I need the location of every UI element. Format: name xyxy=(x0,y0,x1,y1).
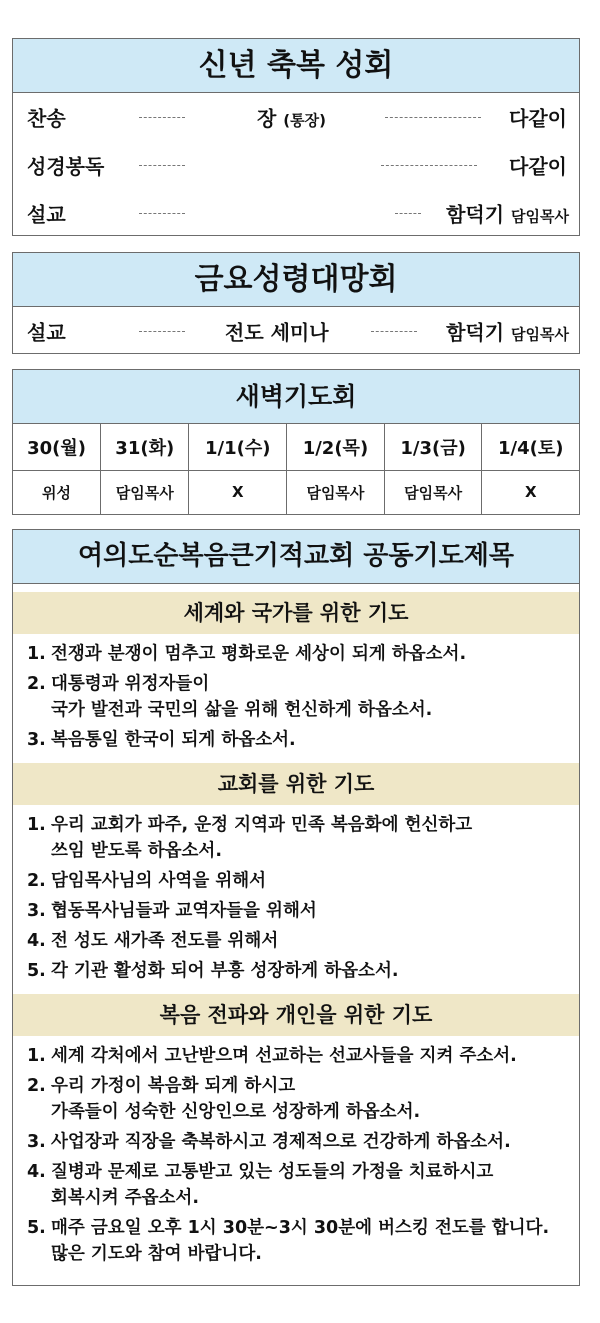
hymn-row xyxy=(13,93,579,141)
prayer-item-line: 대통령과 위정자들이 xyxy=(51,674,210,694)
prayer-item-line: 국가 발전과 국민의 삶을 위해 헌신하게 하옵소서. xyxy=(51,700,433,720)
prayer-title: 여의도순복음큰기적교회 공동기도제목 xyxy=(13,530,579,584)
prayer-item-number: 3. xyxy=(27,730,46,750)
prayer-sections xyxy=(13,584,579,1277)
dawn-day: 1/1(수) xyxy=(189,424,287,470)
prayer-item xyxy=(13,1073,579,1125)
prayer-item-number: 1. xyxy=(27,1046,46,1066)
friday-sermon-preacher xyxy=(446,317,569,346)
prayer-item-line: 복음통일 한국이 되게 하옵소서. xyxy=(51,730,296,750)
sermon-row xyxy=(13,189,579,237)
dawn-day: 1/3(금) xyxy=(384,424,482,470)
dawn-day: 31(화) xyxy=(101,424,189,470)
prayer-item-line: 많은 기도와 참여 바랍니다. xyxy=(51,1244,262,1264)
prayer-item-number: 2. xyxy=(27,1076,46,1096)
prayer-section-heading: 세계와 국가를 위한 기도 xyxy=(13,592,579,634)
prayer-item xyxy=(13,1129,579,1155)
hymn-right: 다같이 xyxy=(509,106,567,131)
dawn-days-row xyxy=(13,424,579,470)
dawn-leader: X xyxy=(189,470,287,514)
dawn-leader: 위성 xyxy=(13,470,101,514)
prayer-item-number: 5. xyxy=(27,961,46,981)
prayer-item xyxy=(13,641,579,667)
prayer-item xyxy=(13,1159,579,1211)
newyear-service-box xyxy=(12,38,580,236)
prayer-item-line: 질병과 문제로 고통받고 있는 성도들의 가정을 치료하시고 xyxy=(51,1162,494,1182)
prayer-item-line: 협동목사님들과 교역자들을 위해서 xyxy=(51,901,317,921)
dawn-day: 1/2(목) xyxy=(287,424,385,470)
prayer-item-line: 회복시켜 주옵소서. xyxy=(51,1188,199,1208)
prayer-item-line: 매주 금요일 오후 1시 30분~3시 30분에 버스킹 전도를 합니다. xyxy=(51,1218,550,1238)
prayer-item-line: 쓰임 받도록 하옵소서. xyxy=(51,841,222,861)
prayer-item-number: 4. xyxy=(27,931,46,951)
prayer-item xyxy=(13,868,579,894)
dawn-leader: 담임목사 xyxy=(287,470,385,514)
dawn-day: 1/4(토) xyxy=(482,424,579,470)
prayer-item-number: 4. xyxy=(27,1162,46,1182)
preacher-role: 담임목사 xyxy=(511,207,569,226)
prayer-item xyxy=(13,727,579,753)
prayer-item xyxy=(13,671,579,723)
prayer-item-line: 담임목사님의 사역을 위해서 xyxy=(51,871,267,891)
hymn-note: (통장) xyxy=(283,111,326,130)
prayer-topics-box xyxy=(12,529,580,1286)
prayer-list xyxy=(13,805,579,994)
prayer-item-number: 2. xyxy=(27,871,46,891)
friday-sermon-row xyxy=(13,307,579,355)
prayer-item-line: 전 성도 새가족 전도를 위해서 xyxy=(51,931,279,951)
dawn-leaders-row xyxy=(13,470,579,514)
friday-preacher-role: 담임목사 xyxy=(511,325,569,344)
prayer-item-line: 가족들이 성숙한 신앙인으로 성장하게 하옵소서. xyxy=(51,1102,421,1122)
dawn-title: 새벽기도회 xyxy=(13,370,579,424)
dawn-day: 30(월) xyxy=(13,424,101,470)
prayer-item-line: 우리 가정이 복음화 되게 하시고 xyxy=(51,1076,296,1096)
prayer-item xyxy=(13,812,579,864)
prayer-list xyxy=(13,1036,579,1277)
prayer-item xyxy=(13,898,579,924)
friday-sermon-label: 설교 xyxy=(27,320,66,345)
prayer-item-number: 3. xyxy=(27,901,46,921)
prayer-item-number: 2. xyxy=(27,674,46,694)
prayer-item xyxy=(13,928,579,954)
scripture-label: 성경봉독 xyxy=(27,154,105,179)
newyear-title: 신년 축복 성회 xyxy=(13,39,579,93)
prayer-item-line: 세계 각처에서 고난받으며 선교하는 선교사들을 지켜 주소서. xyxy=(51,1046,517,1066)
hymn-number-label: 장 xyxy=(257,106,277,131)
prayer-list xyxy=(13,634,579,763)
sermon-label: 설교 xyxy=(27,202,66,227)
prayer-item-number: 3. xyxy=(27,1132,46,1152)
prayer-section-heading: 복음 전파와 개인을 위한 기도 xyxy=(13,994,579,1036)
preacher-name: 함덕기 xyxy=(446,202,505,227)
friday-title: 금요성령대망회 xyxy=(13,253,579,307)
prayer-section-heading: 교회를 위한 기도 xyxy=(13,763,579,805)
prayer-item-line: 우리 교회가 파주, 운정 지역과 민족 복음화에 헌신하고 xyxy=(51,815,473,835)
prayer-item xyxy=(13,1043,579,1069)
prayer-item-line: 각 기관 활성화 되어 부흥 성장하게 하옵소서. xyxy=(51,961,399,981)
dawn-schedule-table xyxy=(13,424,579,514)
scripture-row xyxy=(13,141,579,189)
prayer-item-number: 5. xyxy=(27,1218,46,1238)
dawn-leader: 담임목사 xyxy=(101,470,189,514)
prayer-item xyxy=(13,958,579,984)
hymn-center xyxy=(257,103,326,132)
scripture-right: 다같이 xyxy=(509,154,567,179)
prayer-item-line: 사업장과 직장을 축복하시고 경제적으로 건강하게 하옵소서. xyxy=(51,1132,511,1152)
sermon-preacher xyxy=(446,199,569,228)
friday-preacher-name: 함덕기 xyxy=(446,320,505,345)
friday-sermon-title: 전도 세미나 xyxy=(225,320,329,345)
prayer-item-line: 전쟁과 분쟁이 멈추고 평화로운 세상이 되게 하옵소서. xyxy=(51,644,467,664)
prayer-item xyxy=(13,1215,579,1267)
dawn-prayer-box xyxy=(12,369,580,515)
dawn-leader: 담임목사 xyxy=(384,470,482,514)
dawn-leader: X xyxy=(482,470,579,514)
friday-service-box xyxy=(12,252,580,354)
prayer-item-number: 1. xyxy=(27,815,46,835)
prayer-item-number: 1. xyxy=(27,644,46,664)
hymn-label: 찬송 xyxy=(27,106,66,131)
